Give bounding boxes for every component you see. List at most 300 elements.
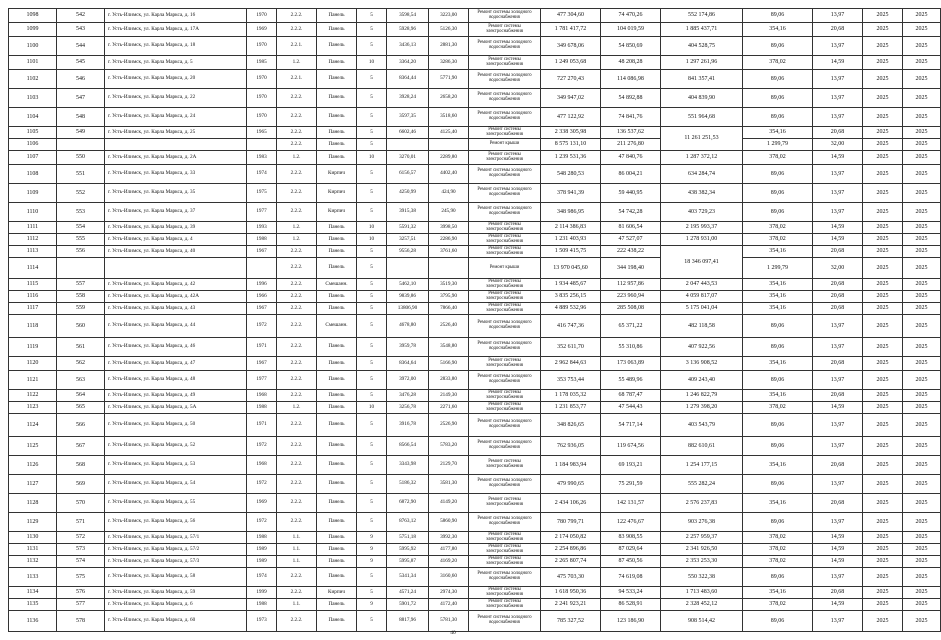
- percent-cell: 20,68: [813, 303, 863, 315]
- wall-material-cell: Панель: [317, 611, 357, 632]
- address-cell: г. Усть-Илимск, ул. Карла Маркса, д. 56: [105, 513, 247, 532]
- row-number-cell: 1112: [9, 234, 57, 246]
- work-type-cell: Ремонт системы электроснабжения: [469, 291, 541, 303]
- cost-total-cell: 11 261 251,53: [661, 127, 743, 151]
- percent-cell: 20,68: [813, 587, 863, 599]
- address-cell: г. Усть-Илимск, ул. Карла Маркса, д. 44: [105, 315, 247, 338]
- living-area-cell: 4125,40: [429, 127, 469, 139]
- address-cell: г. Усть-Илимск, ул. Карла Маркса, д. 42А: [105, 291, 247, 303]
- object-id-cell: 574: [57, 556, 105, 568]
- table-row: [9, 56, 941, 70]
- unit-rate-cell: 378,02: [743, 556, 813, 568]
- year-start-cell: 2025: [863, 456, 903, 475]
- wall-material-cell: Панель: [317, 234, 357, 246]
- address-cell: г. Усть-Илимск, ул. Карла Маркса, д. 17А: [105, 23, 247, 37]
- table-row: [9, 371, 941, 390]
- object-id-cell: 551: [57, 165, 105, 184]
- year-start-cell: 2025: [863, 37, 903, 56]
- total-area-cell: 8566,54: [387, 437, 429, 456]
- object-id-cell: 553: [57, 203, 105, 222]
- wall-material-cell: Панель: [317, 338, 357, 357]
- table-row: [9, 127, 941, 139]
- row-number-cell: 1116: [9, 291, 57, 303]
- wall-material-cell: Панель: [317, 437, 357, 456]
- address-cell: г. Усть-Илимск, ул. Карла Маркса, д. 55: [105, 494, 247, 513]
- build-year-cell: 1973: [247, 611, 277, 632]
- object-id-cell: 555: [57, 234, 105, 246]
- cost-works-cell: 477 122,92: [541, 108, 601, 127]
- cost-works-cell: 479 990,65: [541, 475, 601, 494]
- work-type-cell: Ремонт системы электроснабжения: [469, 402, 541, 414]
- table-row: [9, 70, 941, 89]
- year-start-cell: 2025: [863, 303, 903, 315]
- year-end-cell: 2025: [903, 70, 941, 89]
- address-cell: г. Усть-Илимск, ул. Карла Маркса, д. 2А: [105, 151, 247, 165]
- unit-rate-cell: 378,02: [743, 402, 813, 414]
- floors-cell: 5: [357, 165, 387, 184]
- class-cell: 1.1.: [277, 544, 317, 556]
- unit-rate-cell: 89,06: [743, 9, 813, 23]
- total-area-cell: 5341,34: [387, 568, 429, 587]
- year-start-cell: 2025: [863, 222, 903, 234]
- wall-material-cell: Панель: [317, 151, 357, 165]
- percent-cell: 14,59: [813, 532, 863, 544]
- total-area-cell: 6602,46: [387, 127, 429, 139]
- year-end-cell: 2025: [903, 258, 941, 279]
- row-number-cell: 1128: [9, 494, 57, 513]
- year-start-cell: 2025: [863, 127, 903, 139]
- object-id-cell: 564: [57, 390, 105, 402]
- cost-design-cell: 54 717,14: [601, 414, 661, 437]
- cost-total-cell: 550 322,38: [661, 568, 743, 587]
- floors-cell: 5: [357, 357, 387, 371]
- address-cell: [105, 258, 247, 279]
- year-end-cell: 2025: [903, 338, 941, 357]
- class-cell: 1.1.: [277, 532, 317, 544]
- cost-design-cell: 223 960,94: [601, 291, 661, 303]
- row-number-cell: 1100: [9, 37, 57, 56]
- build-year-cell: 1967: [247, 303, 277, 315]
- percent-cell: 14,59: [813, 599, 863, 611]
- floors-cell: 5: [357, 437, 387, 456]
- living-area-cell: 5126,30: [429, 23, 469, 37]
- table-row: [9, 108, 941, 127]
- percent-cell: 14,59: [813, 222, 863, 234]
- work-type-cell: Ремонт системы электроснабжения: [469, 456, 541, 475]
- year-start-cell: 2025: [863, 371, 903, 390]
- row-number-cell: 1114: [9, 258, 57, 279]
- class-cell: 2.2.2.: [277, 338, 317, 357]
- address-cell: г. Усть-Илимск, ул. Карла Маркса, д. 20: [105, 70, 247, 89]
- row-number-cell: 1103: [9, 89, 57, 108]
- wall-material-cell: Панель: [317, 556, 357, 568]
- cost-total-cell: 908 514,42: [661, 611, 743, 632]
- floors-cell: 5: [357, 258, 387, 279]
- build-year-cell: 1967: [247, 246, 277, 258]
- work-type-cell: Ремонт крыши: [469, 139, 541, 151]
- page-number: 40: [450, 630, 456, 636]
- cost-design-cell: 87 029,64: [601, 544, 661, 556]
- wall-material-cell: Панель: [317, 599, 357, 611]
- row-number-cell: 1124: [9, 414, 57, 437]
- total-area-cell: 13806,90: [387, 303, 429, 315]
- address-cell: г. Усть-Илимск, ул. Карла Маркса, д. 57/1: [105, 532, 247, 544]
- cost-works-cell: 475 703,30: [541, 568, 601, 587]
- cost-works-cell: 785 327,52: [541, 611, 601, 632]
- unit-rate-cell: 89,06: [743, 371, 813, 390]
- year-end-cell: 2025: [903, 556, 941, 568]
- work-type-cell: Ремонт системы холодного водоснабжения: [469, 513, 541, 532]
- object-id-cell: 577: [57, 599, 105, 611]
- row-number-cell: 1102: [9, 70, 57, 89]
- year-start-cell: 2025: [863, 532, 903, 544]
- build-year-cell: 1974: [247, 165, 277, 184]
- year-end-cell: 2025: [903, 475, 941, 494]
- living-area-cell: 2289,80: [429, 151, 469, 165]
- work-type-cell: Ремонт системы холодного водоснабжения: [469, 37, 541, 56]
- table-row: [9, 258, 941, 279]
- wall-material-cell: Панель: [317, 127, 357, 139]
- build-year-cell: 1970: [247, 89, 277, 108]
- build-year-cell: 1972: [247, 513, 277, 532]
- floors-cell: 9: [357, 544, 387, 556]
- table-row: [9, 222, 941, 234]
- percent-cell: 13,97: [813, 108, 863, 127]
- cost-total-cell: 903 276,38: [661, 513, 743, 532]
- class-cell: 2.2.2.: [277, 127, 317, 139]
- address-cell: г. Усть-Илимск, ул. Карла Маркса, д. 48: [105, 371, 247, 390]
- year-end-cell: 2025: [903, 544, 941, 556]
- cost-design-cell: 119 674,56: [601, 437, 661, 456]
- object-id-cell: 570: [57, 494, 105, 513]
- total-area-cell: 5901,72: [387, 599, 429, 611]
- unit-rate-cell: 89,06: [743, 165, 813, 184]
- cost-total-cell: 1 287 372,12: [661, 151, 743, 165]
- living-area-cell: 4402,40: [429, 165, 469, 184]
- cost-design-cell: 173 063,89: [601, 357, 661, 371]
- cost-works-cell: 1 509 415,75: [541, 246, 601, 258]
- year-end-cell: 2025: [903, 402, 941, 414]
- year-end-cell: 2025: [903, 246, 941, 258]
- table-body: [9, 9, 941, 632]
- total-area-cell: 5995,92: [387, 544, 429, 556]
- living-area-cell: 5771,90: [429, 70, 469, 89]
- wall-material-cell: Кирпич: [317, 165, 357, 184]
- floors-cell: 10: [357, 234, 387, 246]
- cost-works-cell: 780 799,71: [541, 513, 601, 532]
- class-cell: 2.2.2.: [277, 246, 317, 258]
- row-number-cell: 1123: [9, 402, 57, 414]
- wall-material-cell: Панель: [317, 456, 357, 475]
- table-row: [9, 402, 941, 414]
- table-row: [9, 556, 941, 568]
- object-id-cell: 559: [57, 303, 105, 315]
- living-area-cell: 2833,80: [429, 371, 469, 390]
- year-end-cell: 2025: [903, 234, 941, 246]
- class-cell: 1.1.: [277, 599, 317, 611]
- percent-cell: 13,97: [813, 513, 863, 532]
- class-cell: 2.2.2.: [277, 456, 317, 475]
- class-cell: 2.2.2.: [277, 108, 317, 127]
- build-year-cell: 1970: [247, 108, 277, 127]
- total-area-cell: 4250,99: [387, 184, 429, 203]
- year-start-cell: 2025: [863, 291, 903, 303]
- work-type-cell: Ремонт системы электроснабжения: [469, 390, 541, 402]
- build-year-cell: 1985: [247, 56, 277, 70]
- table-row: [9, 165, 941, 184]
- cost-total-cell: 18 346 097,41: [661, 246, 743, 279]
- percent-cell: 13,97: [813, 437, 863, 456]
- year-end-cell: 2025: [903, 108, 941, 127]
- living-area-cell: 3795,90: [429, 291, 469, 303]
- unit-rate-cell: 378,02: [743, 151, 813, 165]
- year-start-cell: 2025: [863, 56, 903, 70]
- cost-total-cell: 2 257 959,37: [661, 532, 743, 544]
- year-end-cell: 2025: [903, 139, 941, 151]
- work-type-cell: Ремонт системы электроснабжения: [469, 532, 541, 544]
- unit-rate-cell: 89,06: [743, 315, 813, 338]
- build-year-cell: 1971: [247, 338, 277, 357]
- address-cell: г. Усть-Илимск, ул. Карла Маркса, д. 53: [105, 456, 247, 475]
- cost-works-cell: 2 338 305,98: [541, 127, 601, 139]
- unit-rate-cell: 378,02: [743, 234, 813, 246]
- year-start-cell: 2025: [863, 23, 903, 37]
- cost-works-cell: 1 184 983,94: [541, 456, 601, 475]
- object-id-cell: 561: [57, 338, 105, 357]
- object-id-cell: 562: [57, 357, 105, 371]
- table-row: [9, 203, 941, 222]
- total-area-cell: 3270,01: [387, 151, 429, 165]
- year-start-cell: 2025: [863, 279, 903, 291]
- total-area-cell: 5928,96: [387, 23, 429, 37]
- cost-total-cell: 409 243,40: [661, 371, 743, 390]
- cost-works-cell: 3 835 256,15: [541, 291, 601, 303]
- year-start-cell: 2025: [863, 414, 903, 437]
- wall-material-cell: Панель: [317, 390, 357, 402]
- cost-total-cell: 1 885 437,71: [661, 23, 743, 37]
- floors-cell: 5: [357, 9, 387, 23]
- year-end-cell: 2025: [903, 456, 941, 475]
- build-year-cell: 1972: [247, 315, 277, 338]
- percent-cell: 13,97: [813, 37, 863, 56]
- cost-total-cell: 2 328 452,12: [661, 599, 743, 611]
- build-year-cell: 1966: [247, 291, 277, 303]
- build-year-cell: 1971: [247, 414, 277, 437]
- row-number-cell: 1136: [9, 611, 57, 632]
- floors-cell: 5: [357, 371, 387, 390]
- cost-design-cell: 47 544,43: [601, 402, 661, 414]
- table-row: [9, 475, 941, 494]
- table-row: [9, 279, 941, 291]
- work-type-cell: Ремонт системы электроснабжения: [469, 222, 541, 234]
- build-year-cell: 1988: [247, 234, 277, 246]
- object-id-cell: 543: [57, 23, 105, 37]
- unit-rate-cell: 89,06: [743, 475, 813, 494]
- address-cell: г. Усть-Илимск, ул. Карла Маркса, д. 46: [105, 338, 247, 357]
- cost-total-cell: 4 059 817,07: [661, 291, 743, 303]
- cost-design-cell: 87 450,56: [601, 556, 661, 568]
- cost-design-cell: 55 310,86: [601, 338, 661, 357]
- year-start-cell: 2025: [863, 151, 903, 165]
- build-year-cell: 1974: [247, 568, 277, 587]
- register-sheet: [8, 8, 928, 632]
- percent-cell: 20,68: [813, 291, 863, 303]
- cost-works-cell: 353 753,44: [541, 371, 601, 390]
- table-row: [9, 303, 941, 315]
- floors-cell: 10: [357, 222, 387, 234]
- total-area-cell: 3256,78: [387, 402, 429, 414]
- year-start-cell: 2025: [863, 611, 903, 632]
- cost-total-cell: 438 382,34: [661, 184, 743, 203]
- object-id-cell: 560: [57, 315, 105, 338]
- class-cell: 2.2.2.: [277, 371, 317, 390]
- cost-total-cell: 403 543,79: [661, 414, 743, 437]
- row-number-cell: 1098: [9, 9, 57, 23]
- cost-design-cell: 83 908,55: [601, 532, 661, 544]
- total-area-cell: 3598,54: [387, 9, 429, 23]
- year-start-cell: 2025: [863, 568, 903, 587]
- floors-cell: 5: [357, 456, 387, 475]
- address-cell: г. Усть-Илимск, ул. Карла Маркса, д. 50: [105, 414, 247, 437]
- row-number-cell: 1119: [9, 338, 57, 357]
- year-start-cell: 2025: [863, 234, 903, 246]
- object-id-cell: 578: [57, 611, 105, 632]
- wall-material-cell: Панель: [317, 568, 357, 587]
- unit-rate-cell: 354,16: [743, 279, 813, 291]
- floors-cell: 5: [357, 139, 387, 151]
- total-area-cell: [387, 139, 429, 151]
- row-number-cell: 1105: [9, 127, 57, 139]
- cost-works-cell: 348 826,65: [541, 414, 601, 437]
- wall-material-cell: Панель: [317, 414, 357, 437]
- year-start-cell: 2025: [863, 513, 903, 532]
- table-row: [9, 315, 941, 338]
- total-area-cell: 9556,28: [387, 246, 429, 258]
- address-cell: г. Усть-Илимск, ул. Карла Маркса, д. 5: [105, 56, 247, 70]
- percent-cell: 13,97: [813, 89, 863, 108]
- build-year-cell: 1993: [247, 222, 277, 234]
- address-cell: г. Усть-Илимск, ул. Карла Маркса, д. 5А: [105, 402, 247, 414]
- repair-register-table: [8, 8, 941, 632]
- table-row: [9, 532, 941, 544]
- row-number-cell: 1107: [9, 151, 57, 165]
- build-year-cell: 1975: [247, 184, 277, 203]
- class-cell: 2.2.2.: [277, 357, 317, 371]
- living-area-cell: 245,90: [429, 203, 469, 222]
- table-row: [9, 513, 941, 532]
- total-area-cell: 3597,35: [387, 108, 429, 127]
- total-area-cell: 3436,13: [387, 37, 429, 56]
- work-type-cell: Ремонт системы электроснабжения: [469, 234, 541, 246]
- living-area-cell: 424,90: [429, 184, 469, 203]
- living-area-cell: 3581,30: [429, 475, 469, 494]
- year-start-cell: 2025: [863, 494, 903, 513]
- year-start-cell: 2025: [863, 89, 903, 108]
- living-area-cell: 3548,80: [429, 338, 469, 357]
- wall-material-cell: Панель: [317, 513, 357, 532]
- living-area-cell: 3223,00: [429, 9, 469, 23]
- address-cell: г. Усть-Илимск, ул. Карла Маркса, д. 16: [105, 9, 247, 23]
- build-year-cell: 1972: [247, 437, 277, 456]
- table-row: [9, 437, 941, 456]
- cost-works-cell: 352 611,70: [541, 338, 601, 357]
- year-start-cell: 2025: [863, 390, 903, 402]
- living-area-cell: 4169,20: [429, 556, 469, 568]
- unit-rate-cell: 378,02: [743, 599, 813, 611]
- cost-design-cell: 55 489,96: [601, 371, 661, 390]
- year-end-cell: 2025: [903, 611, 941, 632]
- build-year-cell: 1970: [247, 9, 277, 23]
- build-year-cell: 1989: [247, 544, 277, 556]
- percent-cell: 14,59: [813, 151, 863, 165]
- class-cell: 2.2.2.: [277, 184, 317, 203]
- floors-cell: 5: [357, 494, 387, 513]
- class-cell: 2.2.2.: [277, 279, 317, 291]
- floors-cell: 5: [357, 70, 387, 89]
- living-area-cell: 3519,30: [429, 279, 469, 291]
- cost-works-cell: 1 249 053,68: [541, 56, 601, 70]
- table-row: [9, 9, 941, 23]
- cost-works-cell: 378 941,39: [541, 184, 601, 203]
- build-year-cell: 1965: [247, 127, 277, 139]
- row-number-cell: 1130: [9, 532, 57, 544]
- work-type-cell: Ремонт системы холодного водоснабжения: [469, 611, 541, 632]
- living-area-cell: 4172,40: [429, 599, 469, 611]
- cost-design-cell: 136 537,62: [601, 127, 661, 139]
- work-type-cell: Ремонт системы электроснабжения: [469, 357, 541, 371]
- cost-total-cell: 1 278 931,00: [661, 234, 743, 246]
- cost-total-cell: 634 284,74: [661, 165, 743, 184]
- row-number-cell: 1108: [9, 165, 57, 184]
- class-cell: 1.2.: [277, 222, 317, 234]
- table-row: [9, 37, 941, 56]
- address-cell: г. Усть-Илимск, ул. Карла Маркса, д. 59: [105, 587, 247, 599]
- build-year-cell: 1968: [247, 390, 277, 402]
- year-start-cell: 2025: [863, 246, 903, 258]
- percent-cell: 13,97: [813, 568, 863, 587]
- cost-total-cell: 1 297 261,96: [661, 56, 743, 70]
- year-end-cell: 2025: [903, 599, 941, 611]
- year-end-cell: 2025: [903, 303, 941, 315]
- object-id-cell: 566: [57, 414, 105, 437]
- cost-design-cell: 68 787,47: [601, 390, 661, 402]
- percent-cell: 14,59: [813, 56, 863, 70]
- year-start-cell: 2025: [863, 357, 903, 371]
- class-cell: 1.2.: [277, 56, 317, 70]
- floors-cell: 9: [357, 599, 387, 611]
- wall-material-cell: Панель: [317, 9, 357, 23]
- table-row: [9, 544, 941, 556]
- cost-total-cell: 404 528,75: [661, 37, 743, 56]
- percent-cell: 13,97: [813, 475, 863, 494]
- floors-cell: 5: [357, 390, 387, 402]
- wall-material-cell: Кирпич: [317, 184, 357, 203]
- class-cell: 2.2.2.: [277, 611, 317, 632]
- year-end-cell: 2025: [903, 532, 941, 544]
- row-number-cell: 1125: [9, 437, 57, 456]
- year-start-cell: 2025: [863, 475, 903, 494]
- year-end-cell: 2025: [903, 89, 941, 108]
- percent-cell: 14,59: [813, 234, 863, 246]
- build-year-cell: 1988: [247, 532, 277, 544]
- cost-design-cell: 69 193,21: [601, 456, 661, 475]
- wall-material-cell: Панель: [317, 139, 357, 151]
- build-year-cell: [247, 139, 277, 151]
- class-cell: 2.2.2.: [277, 587, 317, 599]
- work-type-cell: Ремонт системы холодного водоснабжения: [469, 203, 541, 222]
- build-year-cell: 1969: [247, 494, 277, 513]
- floors-cell: 5: [357, 475, 387, 494]
